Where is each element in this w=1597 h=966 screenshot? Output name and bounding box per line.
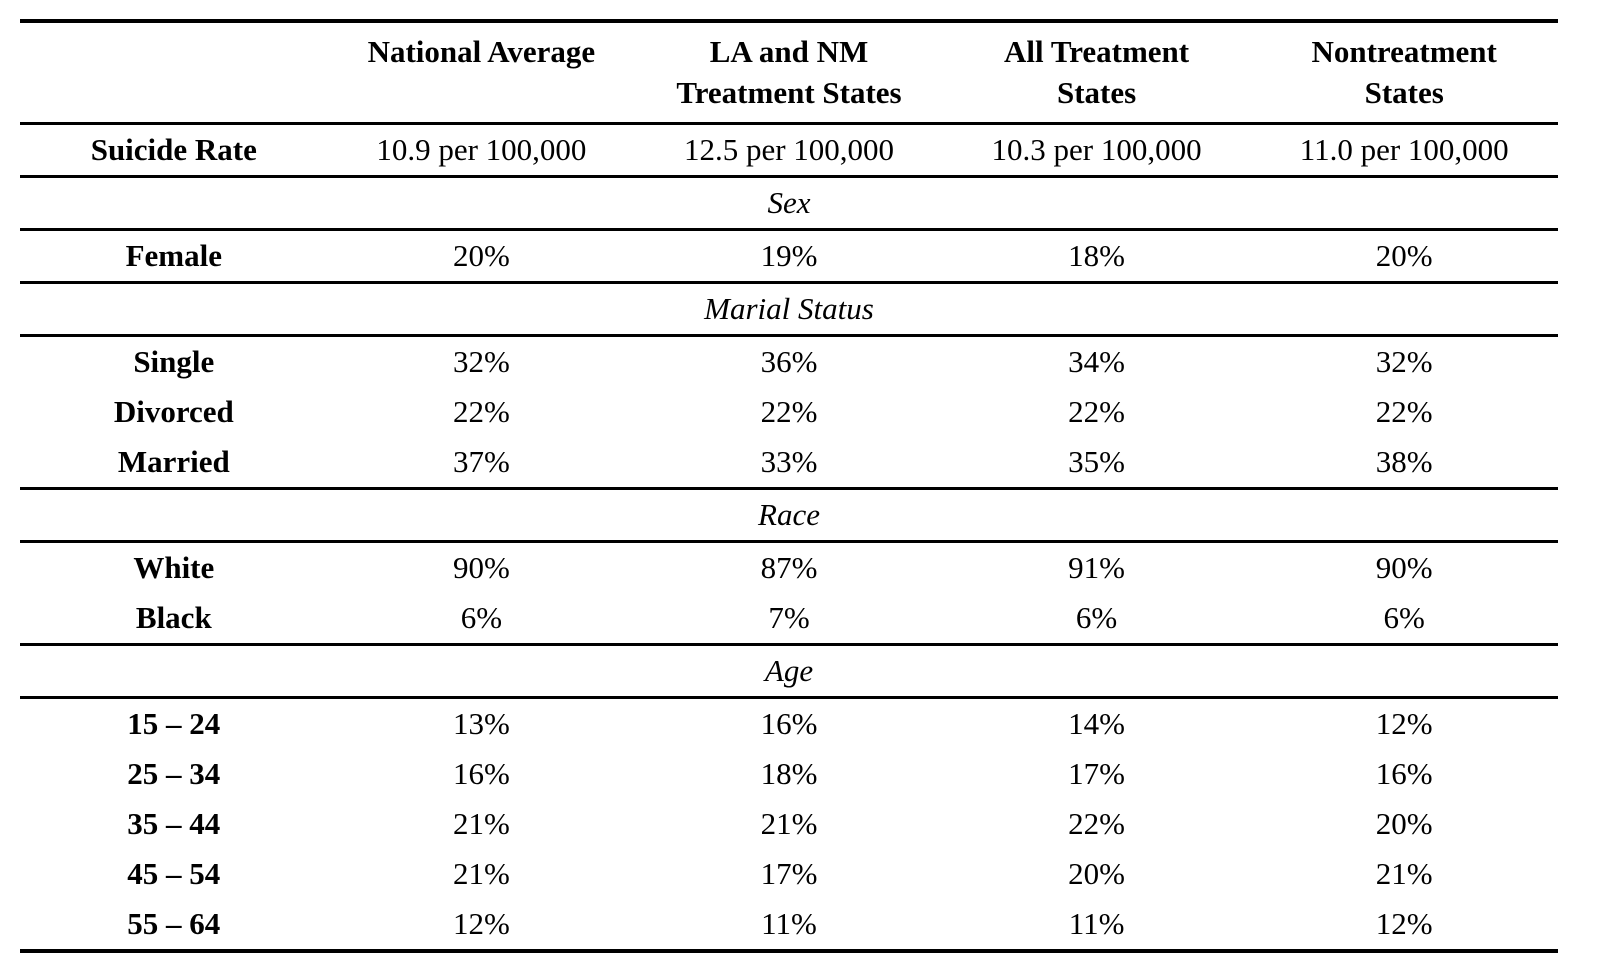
column-header-la-nm-treatment-states <box>635 21 943 124</box>
cell-value: 37% <box>328 437 636 489</box>
section-title: Age <box>20 645 1558 698</box>
cell-value: 12% <box>1375 706 1433 741</box>
row-label: Black <box>20 593 328 645</box>
cell-value: 34% <box>1068 344 1125 379</box>
cell-value: 12% <box>1375 906 1433 941</box>
cell-value: 90% <box>452 550 510 585</box>
cell-value: 20% <box>1068 856 1125 891</box>
cell-value: 22% <box>1068 394 1125 429</box>
cell-value: 21% <box>452 806 510 841</box>
cell-value: 87% <box>760 550 818 585</box>
cell-value: 12.5 per 100,000 <box>635 124 943 177</box>
section-header-age <box>20 645 1558 698</box>
cell-value: 16% <box>452 756 510 791</box>
cell-value: 20% <box>1375 806 1433 841</box>
row-single <box>20 336 1558 388</box>
section-header-race <box>20 489 1558 542</box>
cell-value: 11.0 per 100,000 <box>1250 124 1558 177</box>
section-title: Race <box>20 489 1558 542</box>
cell-value: 6% <box>943 593 1251 645</box>
cell-value: 22% <box>1375 394 1433 429</box>
row-white <box>20 542 1558 594</box>
column-header-nontreatment-states <box>1250 21 1558 124</box>
cell-value: 19% <box>635 230 943 283</box>
row-label: 25 – 34 <box>127 756 221 791</box>
row-label: Married <box>20 437 328 489</box>
row-label: Suicide Rate <box>20 124 328 177</box>
column-header-empty <box>20 21 328 124</box>
header-line: States <box>1056 74 1137 110</box>
cell-value: 17% <box>760 856 818 891</box>
header-line: Nontreatment <box>1311 34 1497 69</box>
row-age-15-24 <box>20 698 1558 750</box>
cell-value: 10.9 per 100,000 <box>328 124 636 177</box>
cell-value: 16% <box>760 706 818 741</box>
row-suicide-rate <box>20 124 1558 177</box>
cell-value: 10.3 per 100,000 <box>943 124 1251 177</box>
cell-value: 11% <box>1068 906 1125 941</box>
row-label: Single <box>133 344 215 379</box>
header-line: States <box>1364 74 1444 110</box>
header-line: National Average <box>367 34 596 69</box>
row-label: 35 – 44 <box>127 806 221 841</box>
row-age-35-44 <box>20 799 1558 849</box>
row-married <box>20 437 1558 489</box>
section-title: Sex <box>20 177 1558 230</box>
cell-value: 20% <box>328 230 636 283</box>
cell-value: 16% <box>1375 756 1433 791</box>
row-age-25-34 <box>20 749 1558 799</box>
row-divorced <box>20 387 1558 437</box>
cell-value: 35% <box>943 437 1251 489</box>
section-title: Marial Status <box>20 283 1558 336</box>
cell-value: 14% <box>1068 706 1125 741</box>
cell-value: 21% <box>1375 856 1433 891</box>
cell-value: 11% <box>761 906 817 941</box>
section-header-sex <box>20 177 1558 230</box>
row-label: 45 – 54 <box>127 856 221 891</box>
row-label: Female <box>20 230 328 283</box>
cell-value: 22% <box>452 394 510 429</box>
row-age-55-64 <box>20 899 1558 951</box>
cell-value: 22% <box>760 394 818 429</box>
header-line: Treatment States <box>676 74 902 110</box>
header-line: LA and NM <box>709 34 869 69</box>
cell-value: 6% <box>1250 593 1558 645</box>
cell-value: 38% <box>1250 437 1558 489</box>
cell-value: 21% <box>760 806 818 841</box>
column-header-all-treatment-states <box>943 21 1251 124</box>
row-label: Divorced <box>113 394 234 429</box>
cell-value: 90% <box>1375 550 1433 585</box>
cell-value: 21% <box>452 856 510 891</box>
cell-value: 36% <box>760 344 818 379</box>
row-label: 55 – 64 <box>127 906 221 941</box>
cell-value: 91% <box>1068 550 1125 585</box>
cell-value: 6% <box>328 593 636 645</box>
row-female <box>20 230 1558 283</box>
cell-value: 32% <box>1375 344 1433 379</box>
table-header-row <box>20 21 1558 124</box>
cell-value: 13% <box>452 706 510 741</box>
cell-value: 17% <box>1068 756 1125 791</box>
cell-value: 12% <box>452 906 510 941</box>
cell-value: 33% <box>635 437 943 489</box>
cell-value: 32% <box>452 344 510 379</box>
column-header-national-average <box>328 21 636 124</box>
row-black <box>20 593 1558 645</box>
cell-value: 20% <box>1250 230 1558 283</box>
row-age-45-54 <box>20 849 1558 899</box>
cell-value: 7% <box>635 593 943 645</box>
cell-value: 18% <box>943 230 1251 283</box>
cell-value: 18% <box>760 756 818 791</box>
cell-value: 22% <box>1068 806 1125 841</box>
header-line: All Treatment <box>1004 34 1190 69</box>
suicide-demographics-table <box>20 19 1558 953</box>
row-label: White <box>133 550 215 585</box>
section-header-marial-status <box>20 283 1558 336</box>
row-label: 15 – 24 <box>127 706 221 741</box>
